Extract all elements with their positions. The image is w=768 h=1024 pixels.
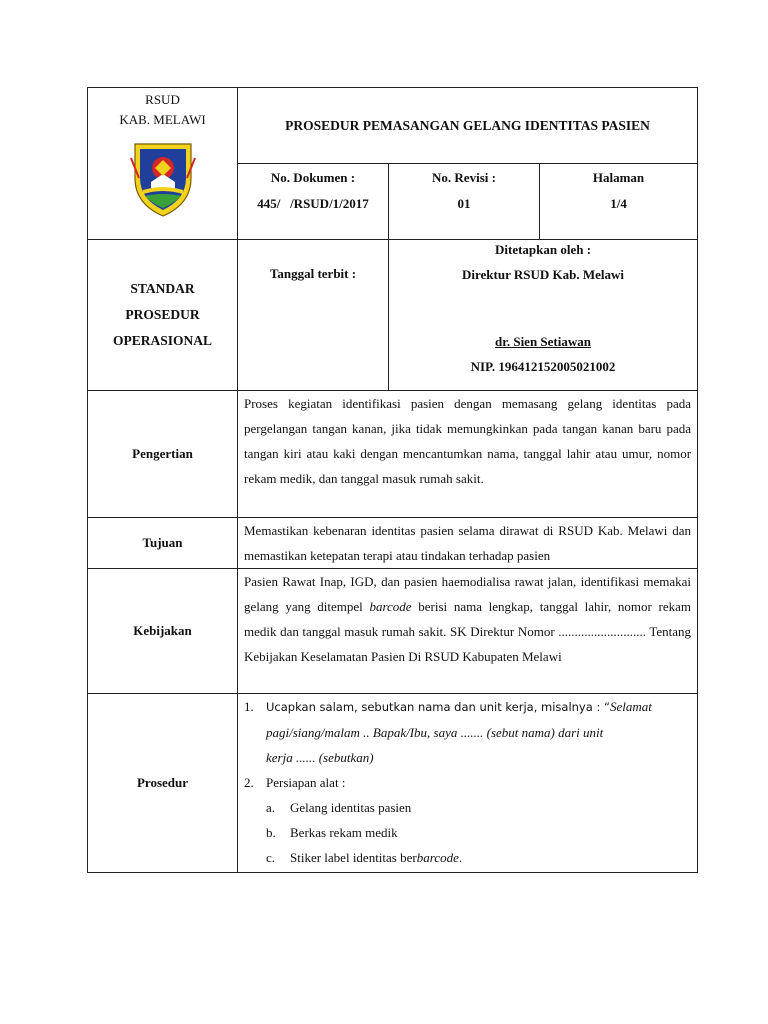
kebijakan-text-part-1: Pasien Rawat Inap, IGD, dan pasien haemodialisa rawat jalan, identifikasi memakai gelang yang ditempel xyxy=(244,574,692,614)
step-2-text: Persiapan alat : xyxy=(266,775,346,790)
pengertian-label: Pengertian xyxy=(88,391,238,518)
page-cell xyxy=(540,164,698,240)
approval-cell xyxy=(389,240,698,391)
doc-number-value: 445/ /RSUD/1/2017 xyxy=(257,196,369,211)
revision-label: No. Revisi : xyxy=(432,170,496,185)
approver-nip: NIP. 196412152005021002 xyxy=(470,359,616,374)
sop-label-cell xyxy=(88,240,238,391)
approver-name: dr. Sien Setiawan xyxy=(495,334,591,349)
pengertian-body xyxy=(238,391,698,518)
item-c-letter: c. xyxy=(266,850,276,865)
step-1-italic-b: pagi/siang/malam .. Bapak/Ibu, saya ....... (sebut nama) dari unit xyxy=(266,725,604,740)
pengertian-text: Proses kegiatan identifikasi pasien dengan memasang gelang identitas pada pergelangan tangan kanan, jika tidak memungkinkan pada tangan kanan baru pada tangan kiri atau kaki dengan mencantumkan nama, tanggal lahir atau umur, nomor rekam medik, dan tanggal masuk rumah sakit. xyxy=(244,396,692,486)
kebijakan-label: Kebijakan xyxy=(88,569,238,694)
item-c-end: . xyxy=(458,850,463,865)
item-a-letter: a. xyxy=(266,800,276,815)
kebijakan-text-italic: barcode xyxy=(369,599,412,614)
step-2-number: 2. xyxy=(244,775,254,790)
hospital-identity-cell xyxy=(88,88,238,240)
approver-title: Direktur RSUD Kab. Melawi xyxy=(462,267,625,282)
page-value: 1/4 xyxy=(610,196,627,211)
kebijakan-body xyxy=(238,569,698,694)
list-item xyxy=(244,845,691,870)
item-c-italic: barcode xyxy=(416,850,459,865)
sop-document xyxy=(87,87,697,873)
issue-date-label: Tanggal terbit : xyxy=(269,266,357,281)
revision-value: 01 xyxy=(457,196,471,211)
step-1-italic-c: kerja ...... (sebutkan) xyxy=(266,750,374,765)
step-1-italic-a: Selamat xyxy=(609,699,652,714)
item-b-letter: b. xyxy=(266,825,276,840)
step-1-text: Ucapkan salam, sebutkan nama dan unit kerja, misalnya : “ xyxy=(266,700,610,714)
prosedur-body xyxy=(238,694,698,873)
prosedur-label: Prosedur xyxy=(88,694,238,873)
melawi-regency-crest-icon xyxy=(88,138,237,224)
sop-line-1: STANDAR xyxy=(130,281,195,296)
doc-number-label: No. Dokumen : xyxy=(270,170,356,185)
kebijakan-text-part-2: berisi nama lengkap, tanggal lahir, nomor rekam medik dan tanggal masuk rumah sakit. SK Direktur Nomor ........................... Tentang Kebijakan Keselamatan Pasien Di RSUD Kabupaten Melawi xyxy=(244,599,692,664)
revision-cell xyxy=(389,164,540,240)
doc-number-cell xyxy=(238,164,389,240)
item-a-text: Gelang identitas pasien xyxy=(290,800,412,815)
procedure-list xyxy=(244,694,691,870)
tujuan-text: Memastikan kebenaran identitas pasien selama dirawat di RSUD Kab. Melawi dan memastikan ketepatan terapi atau tindakan terhadap pasien xyxy=(244,523,692,563)
approved-by-label: Ditetapkan oleh : xyxy=(494,242,592,257)
item-c-text: Stiker label identitas ber xyxy=(290,850,417,865)
list-item xyxy=(244,795,691,820)
step-1-number: 1. xyxy=(244,699,254,714)
procedure-step-1 xyxy=(244,694,691,720)
list-item xyxy=(244,820,691,845)
item-b-text: Berkas rekam medik xyxy=(290,825,398,840)
procedure-step-1-cont-1 xyxy=(244,720,691,745)
sop-line-2: PROSEDUR xyxy=(125,307,200,322)
issue-date-cell xyxy=(238,240,389,391)
procedure-step-2 xyxy=(244,770,691,795)
org-line-1: RSUD xyxy=(145,92,180,107)
document-title: PROSEDUR PEMASANGAN GELANG IDENTITAS PASIEN xyxy=(238,88,698,164)
procedure-step-1-cont-2 xyxy=(244,745,691,770)
tujuan-label: Tujuan xyxy=(88,518,238,569)
sop-table xyxy=(87,87,698,873)
sop-line-3: OPERASIONAL xyxy=(112,333,212,348)
tujuan-body xyxy=(238,518,698,569)
page-label: Halaman xyxy=(592,170,645,185)
kebijakan-text xyxy=(244,569,691,669)
org-line-2: KAB. MELAWI xyxy=(119,112,206,127)
